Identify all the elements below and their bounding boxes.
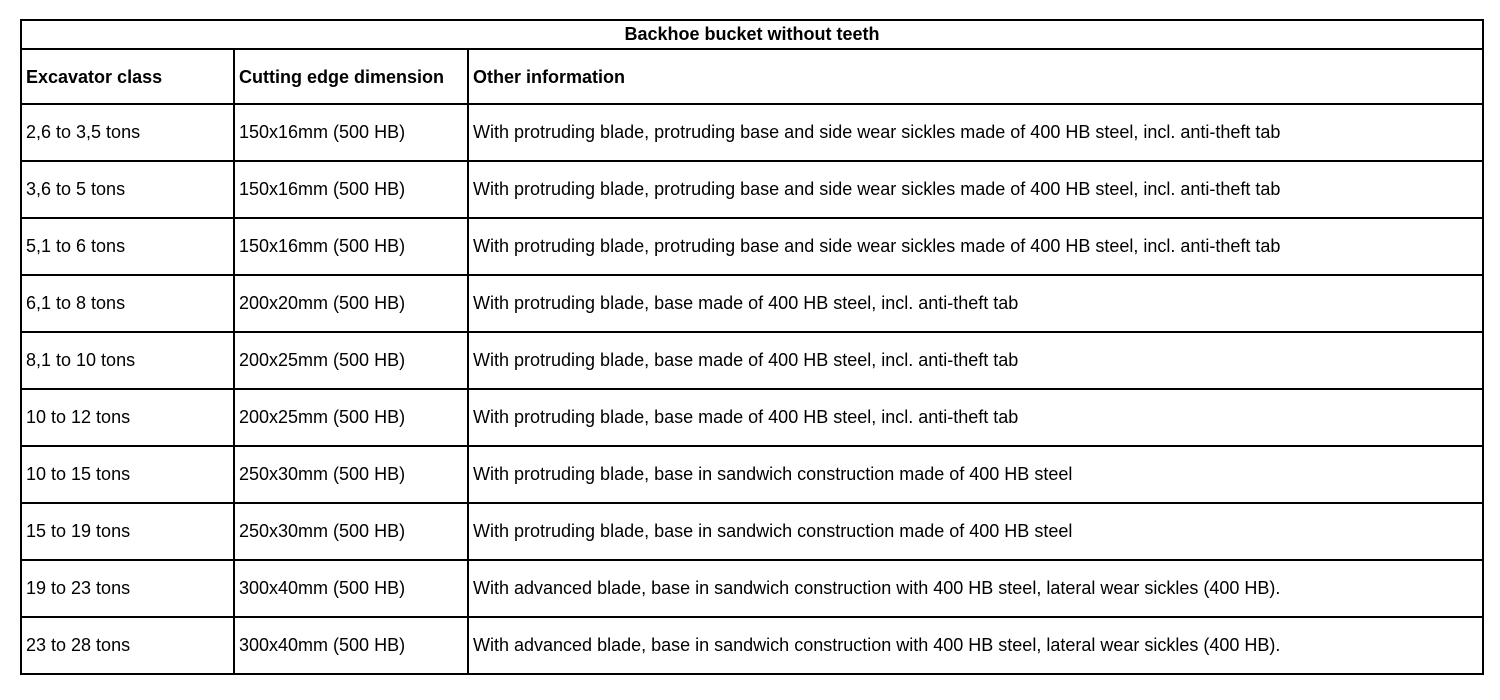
table-row (21, 275, 1483, 332)
other-information-cell: With protruding blade, protruding base and side wear sickles made of 400 HB steel, incl. anti-theft tab (468, 161, 1483, 218)
column-header-excavator-class: Excavator class (21, 49, 234, 104)
column-header-other-information: Other information (468, 49, 1483, 104)
excavator-class-cell: 10 to 15 tons (21, 446, 234, 503)
cutting-edge-cell: 150x16mm (500 HB) (234, 104, 468, 161)
table-row (21, 560, 1483, 617)
other-information-cell: With protruding blade, base in sandwich construction made of 400 HB steel (468, 503, 1483, 560)
table-title-row (21, 20, 1483, 49)
cutting-edge-cell: 150x16mm (500 HB) (234, 161, 468, 218)
other-information-cell: With advanced blade, base in sandwich construction with 400 HB steel, lateral wear sickles (400 HB). (468, 560, 1483, 617)
other-information-cell: With protruding blade, base in sandwich construction made of 400 HB steel (468, 446, 1483, 503)
cutting-edge-cell: 200x25mm (500 HB) (234, 332, 468, 389)
table-row (21, 389, 1483, 446)
cutting-edge-cell: 300x40mm (500 HB) (234, 560, 468, 617)
table-row (21, 503, 1483, 560)
other-information-cell: With protruding blade, base made of 400 HB steel, incl. anti-theft tab (468, 275, 1483, 332)
table-row (21, 161, 1483, 218)
table-header-row (21, 49, 1483, 104)
cutting-edge-cell: 250x30mm (500 HB) (234, 503, 468, 560)
excavator-class-cell: 23 to 28 tons (21, 617, 234, 674)
other-information-cell: With advanced blade, base in sandwich construction with 400 HB steel, lateral wear sickles (400 HB). (468, 617, 1483, 674)
cutting-edge-cell: 200x25mm (500 HB) (234, 389, 468, 446)
excavator-class-cell: 3,6 to 5 tons (21, 161, 234, 218)
excavator-class-cell: 15 to 19 tons (21, 503, 234, 560)
excavator-class-cell: 8,1 to 10 tons (21, 332, 234, 389)
excavator-class-cell: 2,6 to 3,5 tons (21, 104, 234, 161)
other-information-cell: With protruding blade, base made of 400 HB steel, incl. anti-theft tab (468, 332, 1483, 389)
bucket-spec-table (20, 19, 1484, 675)
other-information-cell: With protruding blade, protruding base and side wear sickles made of 400 HB steel, incl. anti-theft tab (468, 218, 1483, 275)
table-row (21, 446, 1483, 503)
excavator-class-cell: 6,1 to 8 tons (21, 275, 234, 332)
excavator-class-cell: 10 to 12 tons (21, 389, 234, 446)
table-container (20, 19, 1484, 675)
table-row (21, 218, 1483, 275)
excavator-class-cell: 19 to 23 tons (21, 560, 234, 617)
cutting-edge-cell: 250x30mm (500 HB) (234, 446, 468, 503)
table-title: Backhoe bucket without teeth (21, 20, 1483, 49)
column-header-cutting-edge-dimension: Cutting edge dimension (234, 49, 468, 104)
cutting-edge-cell: 300x40mm (500 HB) (234, 617, 468, 674)
table-row (21, 104, 1483, 161)
other-information-cell: With protruding blade, base made of 400 HB steel, incl. anti-theft tab (468, 389, 1483, 446)
table-row (21, 332, 1483, 389)
table-row (21, 617, 1483, 674)
other-information-cell: With protruding blade, protruding base and side wear sickles made of 400 HB steel, incl. anti-theft tab (468, 104, 1483, 161)
cutting-edge-cell: 150x16mm (500 HB) (234, 218, 468, 275)
cutting-edge-cell: 200x20mm (500 HB) (234, 275, 468, 332)
excavator-class-cell: 5,1 to 6 tons (21, 218, 234, 275)
